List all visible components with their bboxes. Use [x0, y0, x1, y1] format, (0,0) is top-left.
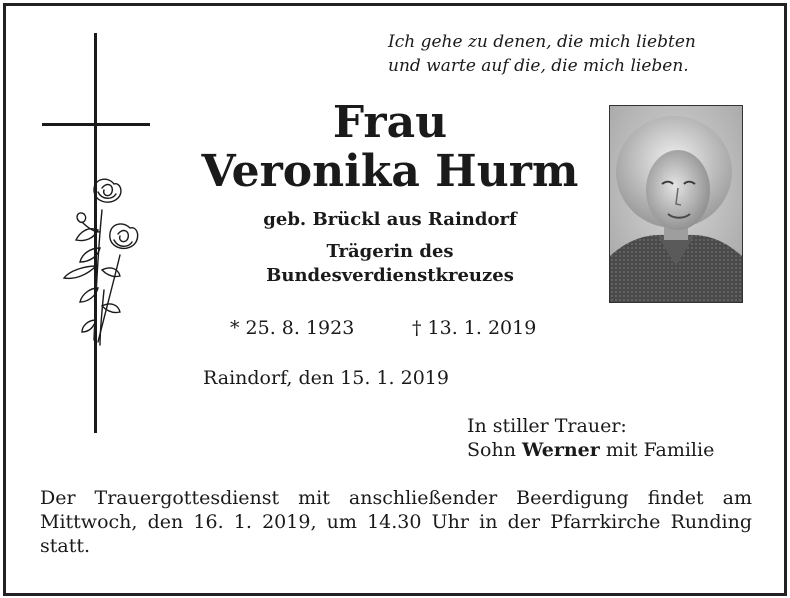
portrait-photo: [609, 105, 743, 303]
motto-line-2: und warte auf die, die mich lieben.: [388, 56, 689, 76]
award: [190, 240, 590, 288]
motto-line-1: Ich gehe zu denen, die mich liebten: [388, 32, 696, 52]
mourners-son-name: Werner: [521, 439, 600, 461]
deceased-name: Veronika Hurm: [201, 146, 579, 197]
maiden-name: geb. Brückl aus Raindorf: [263, 209, 517, 230]
funeral-service-notice: Der Trauergottesdienst mit anschließender Beerdigung findet am Mittwoch, den 16. 1. 2019, um 14.30 Uhr in der Pfarrkirche Runding statt.: [40, 487, 752, 557]
award-line-1: Trägerin des: [326, 241, 454, 262]
roses-icon: [58, 170, 148, 350]
mourners-line: [467, 438, 714, 462]
place-date: Raindorf, den 15. 1. 2019: [203, 367, 449, 389]
award-line-2: Bundesverdienstkreuzes: [266, 265, 514, 286]
birth-date: * 25. 8. 1923: [230, 317, 355, 339]
salutation: Frau: [332, 97, 448, 148]
mourners-prefix: Sohn: [467, 439, 516, 461]
cross-horizontal-bar: [42, 123, 150, 126]
mourners-heading: In stiller Trauer:: [467, 415, 627, 437]
motto-verse: [388, 30, 768, 78]
name-block: [190, 97, 590, 288]
mourners: [467, 414, 714, 462]
mourners-suffix: mit Familie: [605, 439, 715, 461]
death-date: † 13. 1. 2019: [412, 317, 537, 339]
